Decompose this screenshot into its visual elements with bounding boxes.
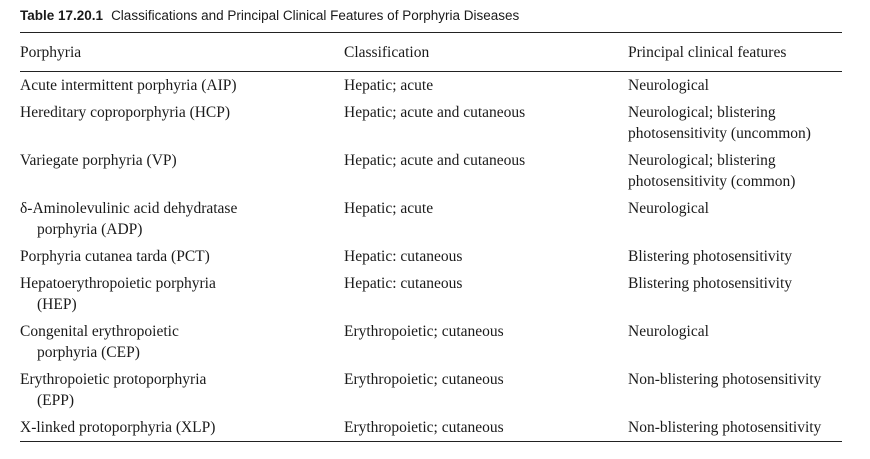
porphyria-name: Erythropoietic protoporphyria [20, 371, 207, 388]
column-header-classification: Classification [344, 44, 430, 61]
porphyria-name-continued: (HEP) [37, 296, 77, 313]
porphyria-name: δ-Aminolevulinic acid dehydratase [20, 200, 238, 217]
features-cell: Blistering photosensitivity [628, 275, 793, 292]
features-cell: Neurological [628, 200, 709, 217]
porphyria-name-continued: porphyria (ADP) [37, 221, 143, 238]
classification-cell: Erythropoietic; cutaneous [344, 323, 504, 340]
porphyria-name: X-linked protoporphyria (XLP) [20, 419, 216, 436]
column-header-features: Principal clinical features [628, 44, 787, 61]
porphyria-name: Hepatoerythropoietic porphyria [20, 275, 216, 292]
porphyria-name: Porphyria cutanea tarda (PCT) [20, 248, 210, 265]
features-cell: Neurological; blistering [628, 152, 776, 169]
table-top-rule [20, 32, 842, 33]
table-header-rule [20, 71, 842, 72]
features-cell: Non-blistering photosensitivity [628, 371, 822, 388]
features-cell: Neurological; blistering [628, 104, 776, 121]
porphyria-name-continued: (EPP) [37, 392, 75, 409]
table-title: Classifications and Principal Clinical Features of Porphyria Diseases [111, 8, 520, 23]
classification-cell: Hepatic; acute and cutaneous [344, 104, 526, 121]
classification-cell: Erythropoietic; cutaneous [344, 371, 504, 388]
porphyria-name: Congenital erythropoietic [20, 323, 179, 340]
classification-cell: Hepatic; acute [344, 200, 434, 217]
classification-cell: Hepatic; acute and cutaneous [344, 152, 526, 169]
classification-cell: Hepatic: cutaneous [344, 248, 463, 265]
classification-cell: Hepatic; acute [344, 77, 434, 94]
classification-cell: Erythropoietic; cutaneous [344, 419, 504, 436]
porphyria-name: Acute intermittent porphyria (AIP) [20, 77, 237, 94]
features-cell: Neurological [628, 77, 709, 94]
table-bottom-rule [20, 441, 842, 442]
porphyria-name: Hereditary coproporphyria (HCP) [20, 104, 231, 121]
features-cell: Neurological [628, 323, 709, 340]
features-cell-continued: photosensitivity (common) [628, 173, 796, 190]
porphyria-name: Variegate porphyria (VP) [20, 152, 177, 169]
column-header-porphyria: Porphyria [20, 44, 82, 61]
features-cell: Blistering photosensitivity [628, 248, 793, 265]
classification-cell: Hepatic: cutaneous [344, 275, 463, 292]
table-caption [20, 8, 519, 23]
table-number: Table 17.20.1 [20, 8, 104, 23]
features-cell: Non-blistering photosensitivity [628, 419, 822, 436]
porphyria-name-continued: porphyria (CEP) [37, 344, 140, 361]
features-cell-continued: photosensitivity (uncommon) [628, 125, 811, 142]
